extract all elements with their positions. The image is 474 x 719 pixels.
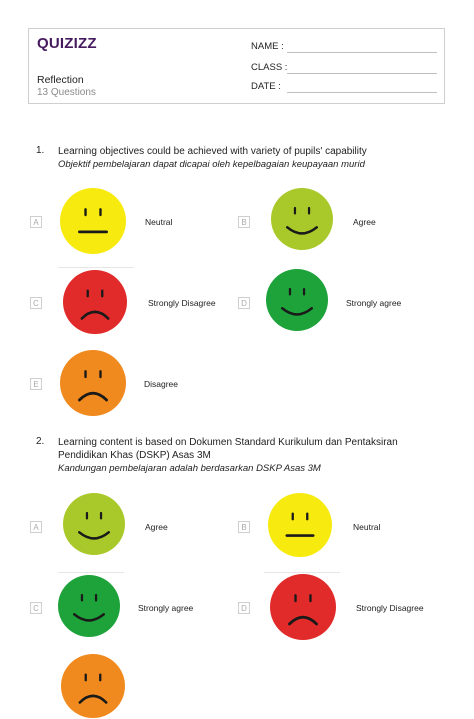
frown-face-icon[interactable] (269, 573, 337, 641)
question-text: Learning objectives could be achieved with variety of pupils' capability (58, 146, 367, 157)
option-letter[interactable]: B (238, 521, 250, 533)
date-field[interactable] (287, 92, 437, 93)
question-count: 13 Questions (37, 87, 96, 98)
question-translation: Objektif pembelajaran dapat dicapai oleh kepelbagaian keupayaan murid (58, 159, 365, 170)
name-field[interactable] (287, 52, 437, 53)
option-label: Strongly Disagree (356, 603, 424, 613)
neutral-face-icon[interactable] (267, 492, 333, 558)
class-label: CLASS : (251, 62, 288, 73)
worksheet-title: Reflection (37, 74, 84, 86)
question-number: 1. (36, 145, 45, 156)
smile-face-icon[interactable] (62, 492, 126, 556)
option-letter[interactable]: D (238, 297, 250, 309)
quizizz-logo: QUIZIZZ (37, 35, 97, 52)
option-letter[interactable]: A (30, 521, 42, 533)
option-letter[interactable]: C (30, 297, 42, 309)
class-field[interactable] (287, 73, 437, 74)
question-number: 2. (36, 436, 45, 447)
question-translation: Kandungan pembelajaran adalah berdasarkan DSKP Asas 3M (58, 463, 321, 474)
option-label: Neutral (145, 217, 173, 227)
divider (58, 572, 124, 573)
option-letter[interactable]: A (30, 216, 42, 228)
question-text-line1: Learning content is based on Dokumen Standard Kurikulum dan Pentaksiran (58, 437, 398, 448)
neutral-face-icon[interactable] (59, 187, 127, 255)
smile-face-icon[interactable] (57, 574, 121, 638)
option-label: Neutral (353, 522, 381, 532)
option-label: Strongly agree (138, 603, 194, 613)
question-text-line2: Pendidikan Khas (DSKP) Asas 3M (58, 450, 211, 461)
frown-face-icon[interactable] (60, 653, 126, 719)
date-label: DATE : (251, 81, 281, 92)
option-letter[interactable]: D (238, 602, 250, 614)
option-label: Agree (353, 217, 376, 227)
frown-face-icon[interactable] (59, 349, 127, 417)
divider (58, 267, 134, 268)
option-label: Strongly agree (346, 298, 402, 308)
worksheet-header (28, 28, 445, 104)
frown-face-icon[interactable] (62, 269, 128, 335)
name-label: NAME : (251, 41, 284, 52)
option-label: Disagree (144, 379, 179, 389)
option-label: Agree (145, 522, 168, 532)
smile-face-icon[interactable] (265, 268, 329, 332)
smile-face-icon[interactable] (270, 187, 334, 251)
option-letter[interactable]: B (238, 216, 250, 228)
option-letter[interactable]: E (30, 378, 42, 390)
option-letter[interactable]: C (30, 602, 42, 614)
option-label: Strongly Disagree (148, 298, 216, 308)
